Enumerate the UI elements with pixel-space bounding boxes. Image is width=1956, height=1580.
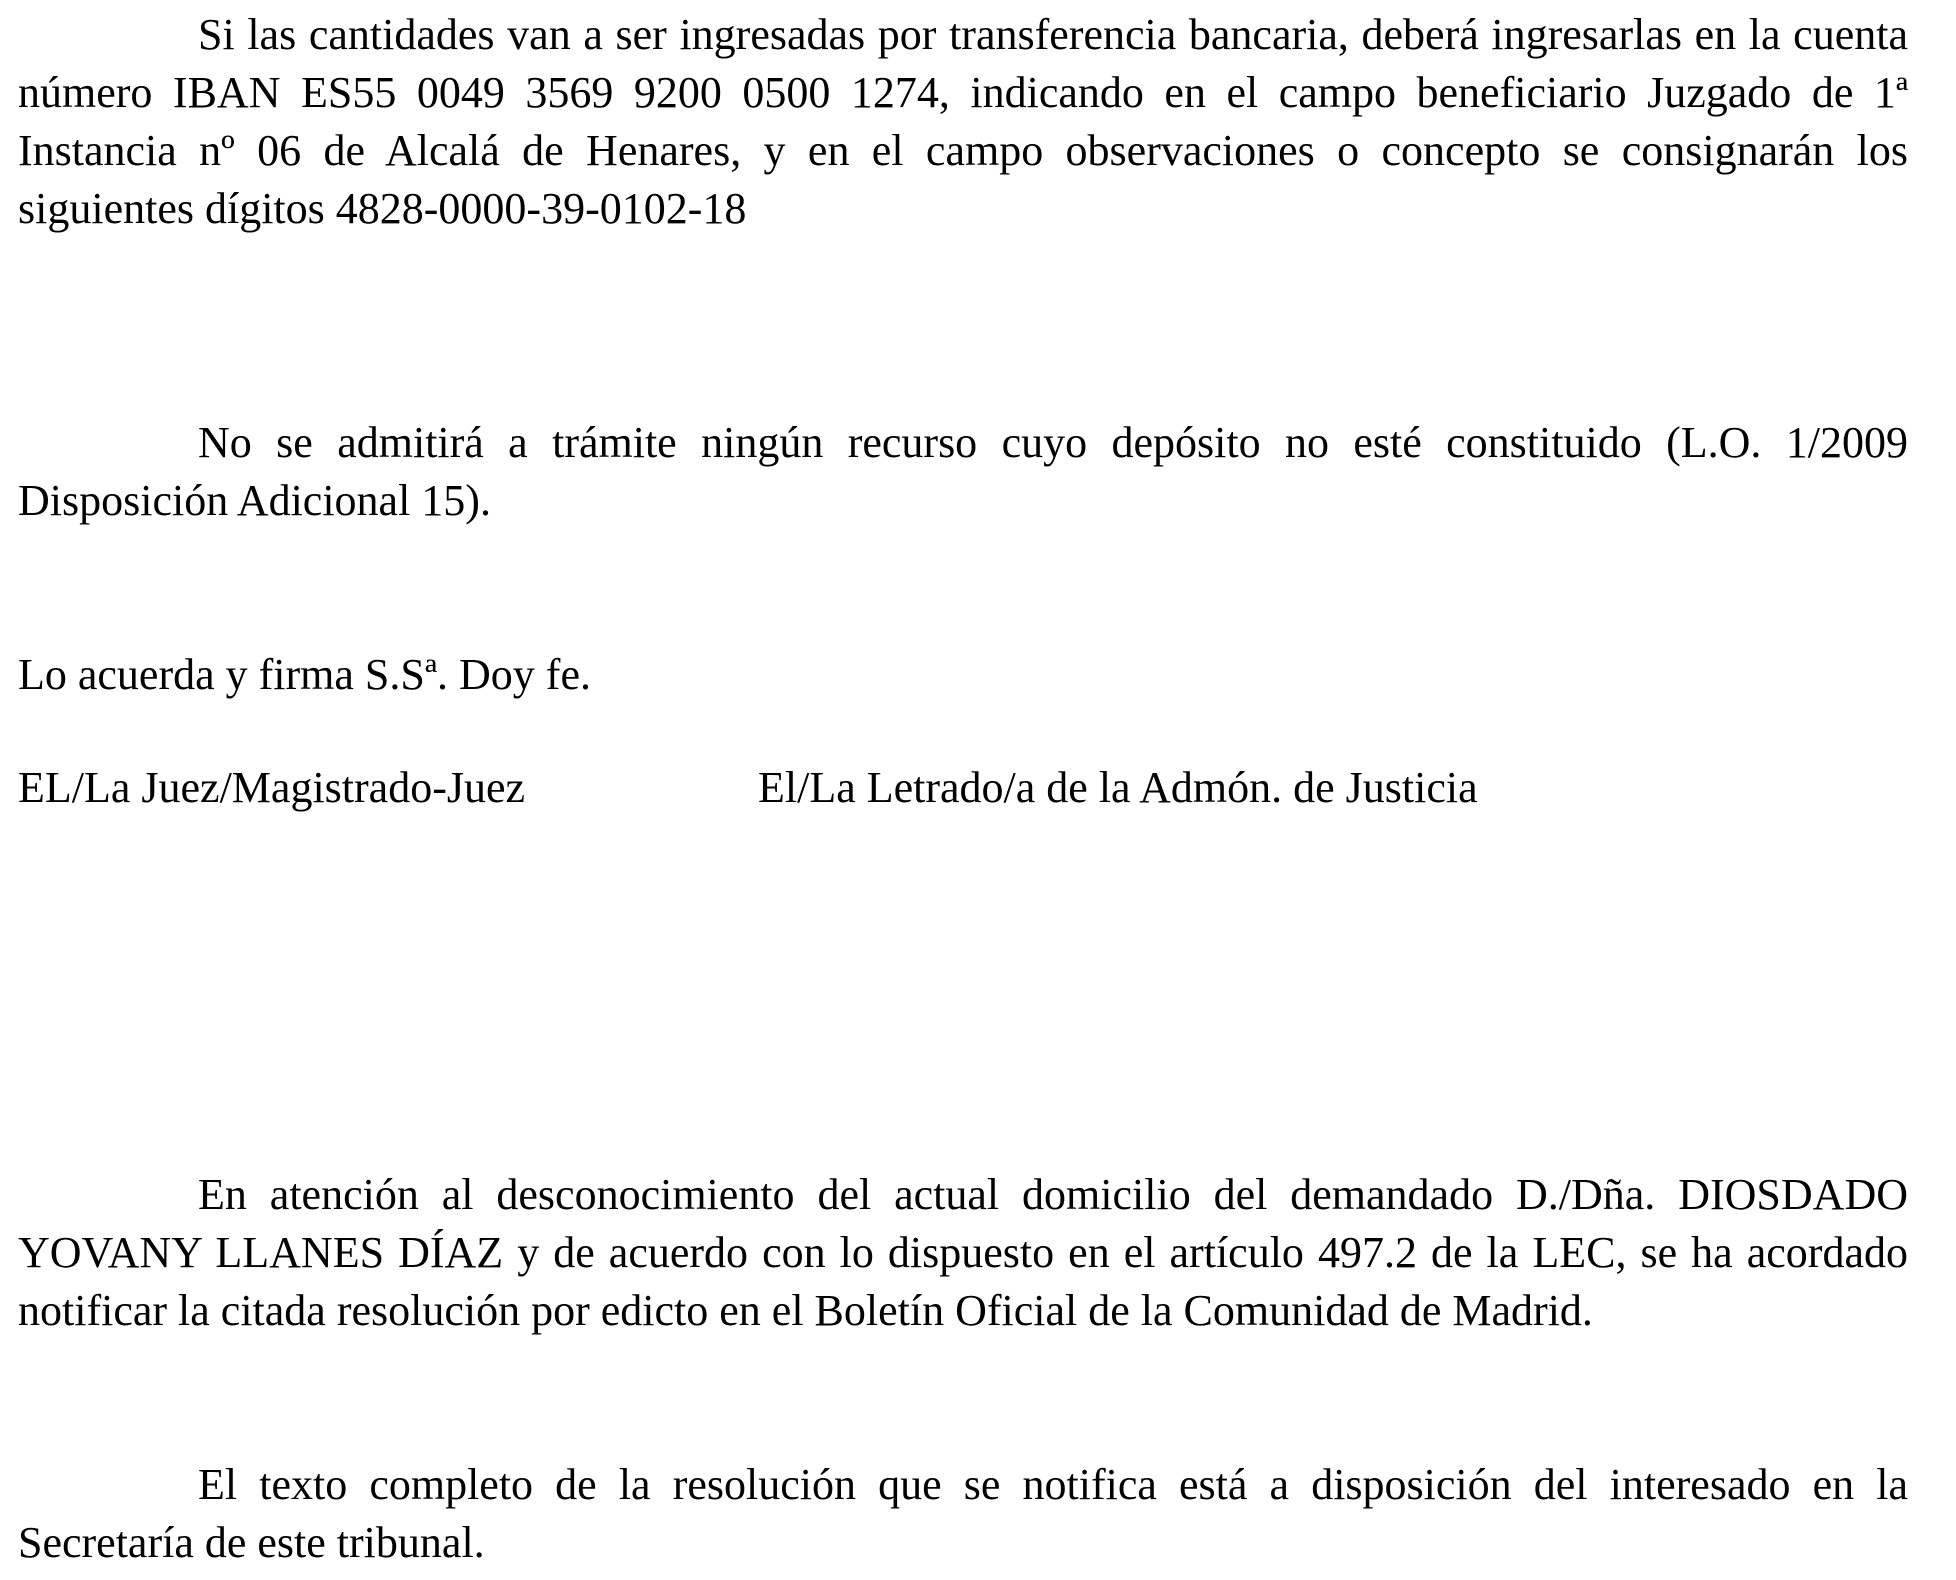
- closing-line: Lo acuerda y firma S.Sª. Doy fe.: [18, 650, 591, 699]
- paragraph-deposit-requirement: No se admitirá a trámite ningún recurso cuyo depósito no esté constituido (L.O. 1/2009 Disposición Adicional 15).: [18, 418, 1908, 525]
- signature-letrado: El/La Letrado/a de la Admón. de Justicia: [758, 763, 1478, 812]
- paragraph-text-availability: El texto completo de la resolución que se notifica está a disposición del interesado en la Secretaría de este tribunal.: [18, 1460, 1908, 1567]
- paragraph-bank-transfer: Si las cantidades van a ser ingresadas por transferencia bancaria, deberá ingresarlas en la cuenta número IBAN ES55 0049 3569 9200 0500 1274, indicando en el campo beneficiario Juzgado de 1ª Instancia nº 06 de Alcalá de Henares, y en el campo observaciones o concepto se consignarán los siguientes dígitos 4828-0000-39-0102-18: [18, 10, 1908, 233]
- paragraph-edict-notification: En atención al desconocimiento del actual domicilio del demandado D./Dña. DIOSDADO YOVANY LLANES DÍAZ y de acuerdo con lo dispuesto en el artículo 497.2 de la LEC, se ha acordado notificar la citada resolución por edicto en el Boletín Oficial de la Comunidad de Madrid.: [18, 1170, 1908, 1335]
- signature-judge: EL/La Juez/Magistrado-Juez: [18, 763, 526, 812]
